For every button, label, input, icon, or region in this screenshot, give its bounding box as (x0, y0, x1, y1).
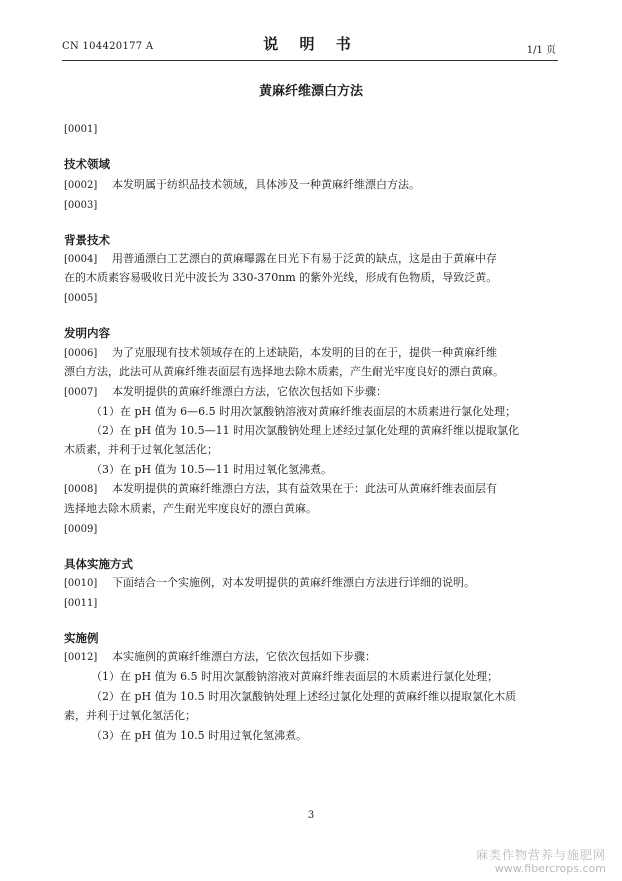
para-tag: [0006] (64, 348, 98, 359)
para-0007-step3: （3）在 pH 值为 10.5—11 时用过氧化氢沸煮。 (91, 463, 333, 476)
para-0010 (64, 576, 475, 591)
para-0012-step1: （1）在 pH 值为 6.5 时用次氯酸钠溶液对黄麻纤维表面层的木质素进行氯化处理； (91, 670, 499, 683)
para-0007-step1: （1）在 pH 值为 6—6.5 时用次氯酸钠溶液对黄麻纤维表面层的木质素进行氯化处理； (91, 405, 517, 418)
para-tag: [0001] (64, 124, 98, 135)
document-title: 黄麻纤维漂白方法 (258, 84, 363, 99)
watermark-url: www.fibercrops.com (494, 862, 606, 875)
para-0004-line2: 在的木质素容易吸收日光中波长为 330-370nm 的紫外光线，形成有色物质，导致泛黄。 (64, 271, 498, 284)
section-heading-example: 实施例 (64, 631, 99, 645)
para-0005 (64, 291, 112, 306)
para-text: 本发明提供的黄麻纤维漂白方法，它依次包括如下步骤： (112, 385, 387, 398)
para-0012-step3: （3）在 pH 值为 10.5 时用过氧化氢沸煮。 (91, 729, 308, 742)
section-heading-background: 背景技术 (64, 233, 110, 247)
para-0007-step2: （2）在 pH 值为 10.5—11 时用次氯酸钠处理上述经过氯化处理的黄麻纤维以提取氯化 (91, 424, 520, 437)
para-0011 (64, 596, 112, 611)
para-tag: [0010] (64, 578, 98, 589)
patent-number: CN 104420177 A (62, 41, 154, 52)
watermark (476, 848, 606, 876)
section-heading-embodiment: 具体实施方式 (64, 557, 133, 571)
page-number: 3 (307, 810, 315, 821)
page-info: 1/1 页 (526, 45, 556, 56)
para-text: 本发明属于纺织品技术领域，具体涉及一种黄麻纤维漂白方法。 (112, 178, 420, 191)
para-0012-step2: （2）在 pH 值为 10.5 时用次氯酸钠处理上述经过氯化处理的黄麻纤维以提取氯化木质 (91, 690, 517, 703)
para-0007-step2-cont: 木质素，并利于过氧化氢活化； (64, 443, 218, 456)
para-text: 本实施例的黄麻纤维漂白方法，它依次包括如下步骤： (112, 650, 376, 663)
para-tag: [0012] (64, 652, 98, 663)
para-0004-line1 (64, 252, 497, 267)
para-0009 (64, 522, 112, 537)
para-0006-line2: 漂白方法，此法可从黄麻纤维表面层有选择地去除木质素，产生耐光牢度良好的漂白黄麻。 (64, 365, 504, 378)
para-tag: [0002] (64, 180, 98, 191)
para-text: 用普通漂白工艺漂白的黄麻曝露在日光下有易于泛黄的缺点，这是由于黄麻中存 (112, 252, 497, 265)
document-type: 说 明 书 (263, 35, 359, 53)
para-0001 (64, 122, 112, 137)
para-0002 (64, 178, 420, 193)
section-heading-field: 技术领域 (64, 157, 110, 171)
para-0012-line1 (64, 650, 376, 665)
para-text: 为了克服现有技术领域存在的上述缺陷，本发明的目的在于，提供一种黄麻纤维 (112, 346, 497, 359)
para-tag: [0011] (64, 598, 98, 609)
para-0006-line1 (64, 346, 497, 361)
para-0008-line2: 选择地去除木质素，产生耐光牢度良好的漂白黄麻。 (64, 502, 317, 515)
para-0007-line1 (64, 385, 387, 400)
watermark-site-name: 麻类作物营养与施肥网 (475, 848, 606, 862)
para-tag: [0004] (64, 254, 98, 265)
para-tag: [0008] (64, 484, 98, 495)
para-text: 下面结合一个实施例，对本发明提供的黄麻纤维漂白方法进行详细的说明。 (112, 576, 475, 589)
header-divider (62, 60, 558, 61)
para-tag: [0007] (64, 387, 98, 398)
para-text: 本发明提供的黄麻纤维漂白方法，其有益效果在于：此法可从黄麻纤维表面层有 (112, 482, 497, 495)
para-tag: [0009] (64, 524, 98, 535)
para-tag: [0003] (64, 200, 98, 211)
section-heading-summary: 发明内容 (64, 326, 110, 340)
para-0012-step2-cont: 素，并利于过氧化氢活化； (64, 709, 196, 722)
para-0008-line1 (64, 482, 497, 497)
para-tag: [0005] (64, 293, 98, 304)
para-0003 (64, 198, 112, 213)
